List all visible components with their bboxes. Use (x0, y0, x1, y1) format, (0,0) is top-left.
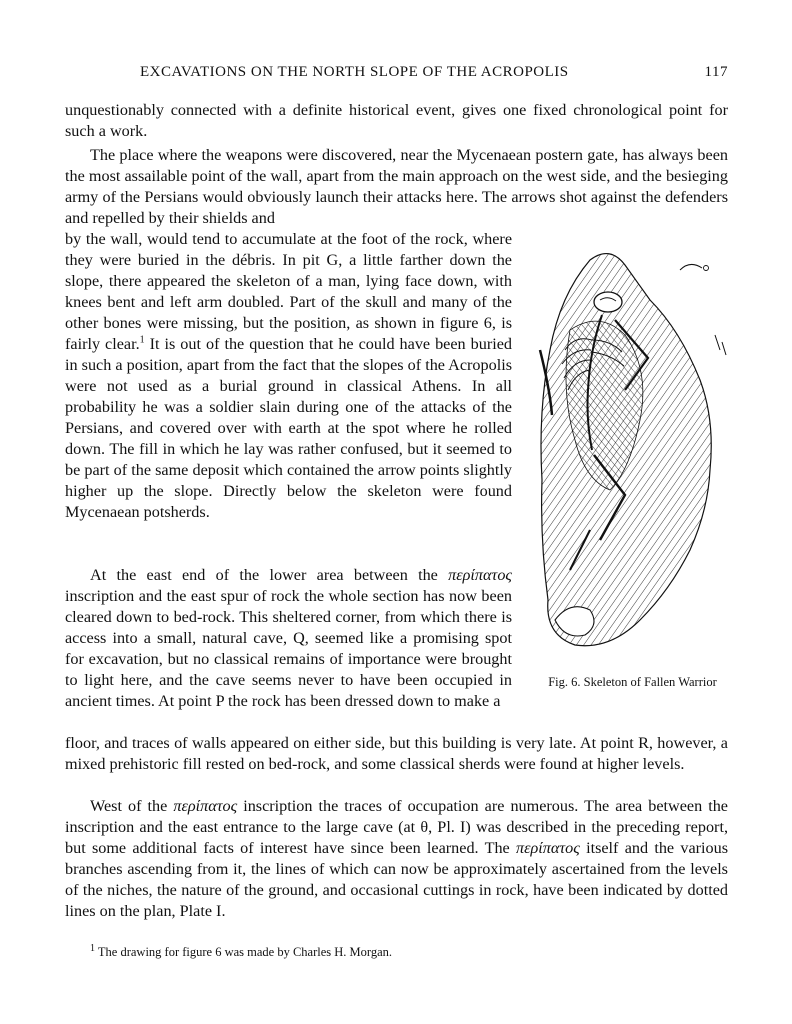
greek-peripatos: περίπατος (173, 797, 238, 815)
footnote-text: The drawing for figure 6 was made by Charles H. Morgan. (95, 945, 393, 959)
skeleton-figure (530, 240, 735, 660)
paragraph-4-text-c: itself and the various branches ascending from it, the lines of which can now be approximately ascertained from the levels of the niches, the nature of the ground, and occasional cuttings in rock, have been indicated by dotted lines on the plan, Plate I. (65, 839, 729, 920)
paragraph-3-full-width: floor, and traces of walls appeared on either side, but this building is very late. At point R, however, a mixed prehistoric fill rested on bed-rock, and some classical sherds were found at higher levels. (65, 734, 728, 773)
skull (594, 292, 622, 312)
page-number: 117 (704, 64, 728, 80)
paragraph-2-beside-figure (65, 229, 512, 523)
paragraph-3-text-a: At the east end of the lower area between the (90, 566, 449, 584)
running-header (140, 64, 728, 86)
paragraph-2-full-width: The place where the weapons were discovered, near the Mycenaean postern gate, has always been the most assailable point of the wall, apart from the main approach on the west side, and the besieging army of the Persians would obviously launch their attacks here. The arrows shot against the defenders and repelled by their shields and (65, 146, 728, 227)
footnote-reference: 1 (139, 334, 145, 346)
paragraph-1: unquestionably connected with a definite historical event, gives one fixed chronological point for such a work. (65, 101, 728, 140)
greek-peripatos: περίπατος (516, 839, 580, 857)
paragraph-3-beside-figure (65, 565, 512, 712)
paragraph-3-text-b: inscription and the east spur of rock the whole section has now been cleared down to bed-rock. This sheltered corner, from which there is access into a small, natural cave, Q, seemed like a promising spot for excavation, but no classical remains of importance were brought to light here, and the cave seems never to have been occupied in ancient times. At point P the rock has been dressed down to make a (65, 587, 512, 710)
figure-caption: Fig. 6. Skeleton of Fallen Warrior (548, 675, 717, 689)
footnote-marker: 1 (90, 942, 95, 954)
footnote (90, 942, 730, 960)
paragraph-2-text-a: by the wall, would tend to accumulate at the foot of the rock, where they were buried in the débris. In pit G, a little farther down the slope, there appeared the skeleton of a man, lying face down, with knees bent and left arm doubled. Part of the skull and many of the other bones were missing, but the position, as shown in figure 6, is fairly clear. (65, 230, 512, 353)
paragraph-4-text-a: West of the (90, 797, 174, 815)
paragraph-4 (65, 796, 728, 922)
greek-peripatos: περίπατος (448, 566, 512, 584)
paragraph-2-text-b: It is out of the question that he could have been buried in such a position, apart from the fact that the slopes of the Acropolis were not used as a burial ground in classical Athens. In all probability he was a soldier slain during one of the attacks of the Persians, and covered over with earth at the spot where he rolled down. The fill in which he lay was rather confused, but it seemed to be part of the same deposit which contained the arrow points slightly higher up the slope. Directly below the skeleton were found Mycenaean potsherds. (65, 335, 512, 521)
running-title: EXCAVATIONS ON THE NORTH SLOPE OF THE ACROPOLIS (140, 64, 569, 80)
paragraph-4-text-b: inscription the traces of occupation are numerous. The area between the inscription and the east entrance to the large cave (at θ, Pl. I) was described in the preceding report, but some additional facts of interest have since been learned. The (65, 797, 728, 857)
